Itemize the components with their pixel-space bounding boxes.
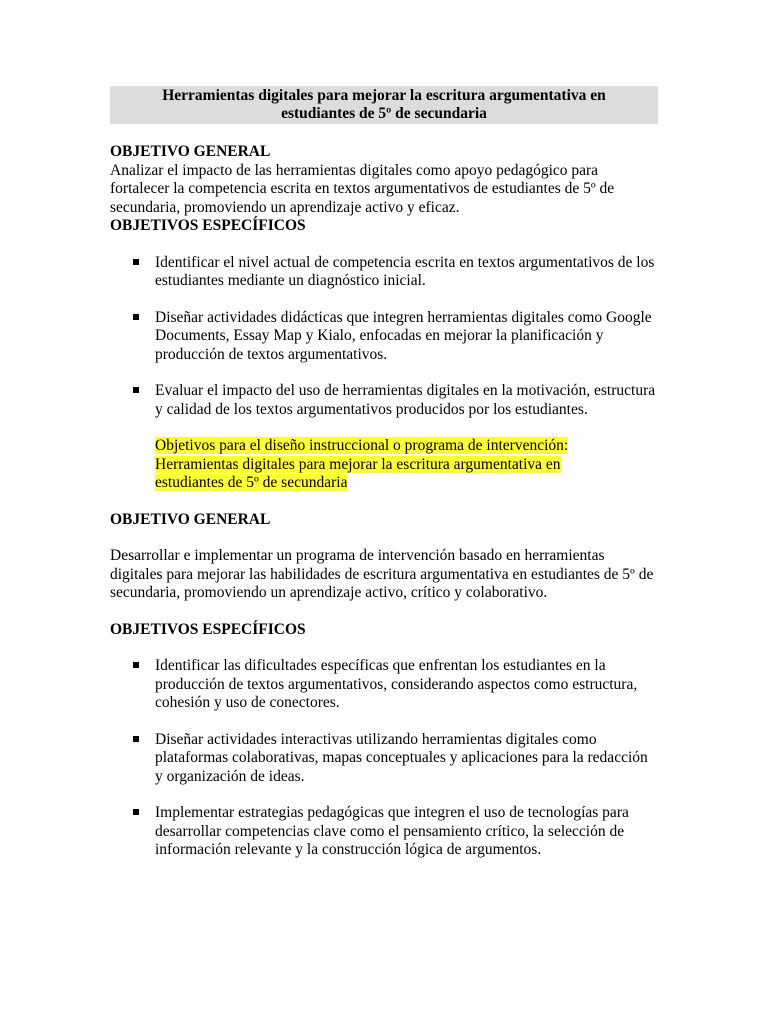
list-item [110, 309, 658, 365]
section2-specific-heading: OBJETIVOS ESPECÍFICOS [110, 620, 306, 638]
document-title-line-1: Herramientas digitales para mejorar la escritura argumentativa en [162, 87, 606, 104]
list-item-text: Diseñar actividades interactivas utilizando herramientas digitales como plataformas colaborativas, mapas conceptuales y aplicaciones para la redacción y organización de ideas. [155, 730, 648, 785]
section2-general-text: Desarrollar e implementar un programa de intervención basado en herramientas digitales para mejorar las habilidades de escritura argumentativa en estudiantes de 5º de secundaria, promoviendo un aprendizaje activo, crítico y colaborativo. [110, 547, 654, 601]
square-bullet-icon [133, 662, 139, 668]
spacer [110, 639, 658, 657]
spacer [110, 603, 658, 621]
list-item-text: Identificar el nivel actual de competencia escrita en textos argumentativos de los estudiantes mediante un diagnóstico inicial. [155, 253, 655, 289]
square-bullet-icon [133, 736, 139, 742]
list-item [110, 382, 658, 419]
document-page [110, 86, 658, 860]
spacer [110, 529, 658, 547]
section1-objectives-list [110, 254, 658, 420]
list-item [110, 731, 658, 787]
list-item [110, 657, 658, 713]
highlighted-line-2: Herramientas digitales para mejorar la escritura argumentativa en [155, 455, 561, 473]
list-item-text: Identificar las dificultades específicas que enfrentan los estudiantes en la producción de textos argumentativos, considerando aspectos como estructura, cohesión y uso de conectores. [155, 657, 638, 711]
highlighted-line-3: estudiantes de 5º de secundaria [155, 474, 348, 491]
square-bullet-icon [133, 387, 139, 393]
section1-specific-heading: OBJETIVOS ESPECÍFICOS [110, 217, 306, 234]
spacer [110, 236, 658, 254]
list-item-text: Implementar estrategias pedagógicas que integren el uso de tecnologías para desarrollar competencias clave como el pensamiento crítico, la selección de información relevante y la construcción lógica de argumentos. [155, 804, 629, 858]
list-item-text: Evaluar el impacto del uso de herramientas digitales en la motivación, estructura y calidad de los textos argumentativos producidos por los estudiantes. [155, 382, 656, 418]
spacer [110, 493, 658, 511]
highlighted-line-1: Objetivos para el diseño instruccional o programa de intervención: [155, 437, 569, 454]
square-bullet-icon [133, 314, 139, 320]
highlighted-note [110, 437, 658, 493]
list-item [110, 804, 658, 860]
spacer [110, 124, 658, 143]
section2-general-heading: OBJETIVO GENERAL [110, 510, 271, 528]
section1-general-text: Analizar el impacto de las herramientas digitales como apoyo pedagógico para fortalecer la competencia escrita en textos argumentativos de estudiantes de 5º de secundaria, promoviendo un aprendizaje activo y eficaz. [110, 161, 615, 216]
section2-objectives-list [110, 657, 658, 860]
square-bullet-icon [133, 809, 139, 815]
list-item-text: Diseñar actividades didácticas que integren herramientas digitales como Google Documents, Essay Map y Kialo, enfocadas en mejorar la planificación y producción de textos argumentativos. [155, 308, 652, 363]
section1-general-heading: OBJETIVO GENERAL [110, 143, 271, 160]
document-title-line-2: estudiantes de 5º de secundaria [281, 105, 487, 122]
list-item [110, 254, 658, 291]
spacer [110, 419, 658, 437]
document-title [110, 86, 658, 124]
square-bullet-icon [133, 259, 139, 265]
